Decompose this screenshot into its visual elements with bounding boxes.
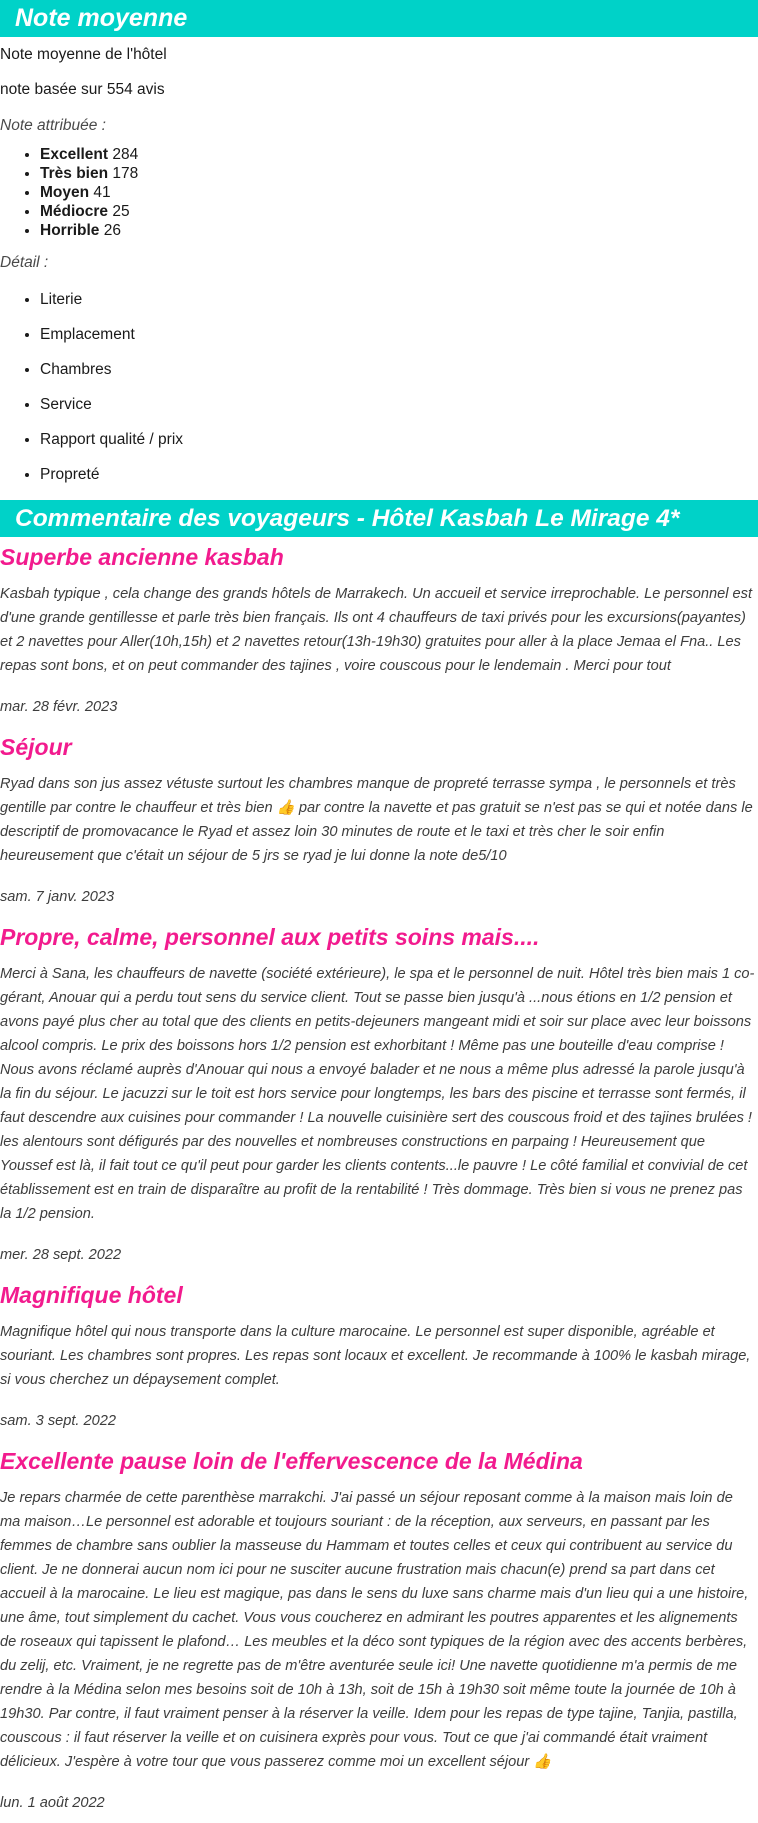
review-text: Je repars charmée de cette parenthèse marrakchi. J'ai passé un séjour reposant comme à la maison mais loin de ma maison…Le personnel est adorable et toujours souriant : de la réception, aux serveurs, en passant par les femmes de chambre sans oublier la masseuse du Hammam et toutes celles et ceux qui contribuent au service du client. Je ne donnerai aucun nom ici pour ne susciter aucune frustration mais chacun(e) prend sa part dans cet accueil à la marocaine. Le lieu est magique, pas dans le sens du luxe sans charme mais d'un lieu qui a une histoire, une âme, tout simplement du cachet. Vous vous coucherez en admirant les poutres apparentes et les alignements de roseaux qui tapissent le plafond… Les meubles et la déco sont typiques de la région avec des accents berbères, du zelij, etc. Vraiment, je ne regrette pas de m'être aventurée seule ici! Une navette quotidienne m'a permis de me rendre à la Médina selon mes besoins soit de 10h à 13h, soit de 15h à 19h30 soit même toute la journée de 10h à 19h30. Par contre, il faut vraiment penser à la réserver la veille. Idem pour les repas de type tajine, Tanjia, pastilla, couscous : il faut réserver la veille et on cuisinera exprès pour vous. Tout ce que j'ai commandé était vraiment délicieux. J'espère à votre tour que vous passerez comme moi un excellent séjour 👍 (0, 1490, 749, 1770)
detail-list (0, 282, 758, 492)
review-date: lun. 1 août 2022 (0, 1795, 105, 1811)
reviews-heading: Commentaire des voyageurs - Hôtel Kasbah Le Mirage 4* (0, 500, 758, 537)
review-title: Excellente pause loin de l'effervescence de la Médina (0, 1448, 583, 1474)
rating-label: Médiocre (40, 203, 109, 220)
rating-count: 178 (112, 165, 139, 182)
rating-item (40, 221, 758, 240)
rating-item (40, 202, 758, 221)
review-title: Propre, calme, personnel aux petits soins mais.... (0, 924, 540, 950)
review (0, 727, 758, 917)
review-count: note basée sur 554 avis (0, 81, 165, 98)
review (0, 1275, 758, 1441)
detail-item: • Propreté (40, 457, 758, 492)
review-date: sam. 7 janv. 2023 (0, 889, 115, 905)
review-text: Magnifique hôtel qui nous transporte dans la culture marocaine. Le personnel est super disponible, agréable et souriant. Les chambres sont propres. Les repas sont locaux et excellent. Je recommande à 100% le kasbah mirage, si vous cherchez un dépaysement complet. (0, 1324, 751, 1388)
review-text: Kasbah typique , cela change des grands hôtels de Marrakech. Un accueil et service irreprochable. Le personnel est d'une grande gentillesse et parle très bien français. Ils ont 4 chauffeurs de taxi privés pour les excursions(payantes) et 2 navettes pour Aller(10h,15h) et 2 navettes retour(13h-19h30) gratuites pour aller à la place Jemaa el Fna.. Les repas sont bons, et on peut commander des tajines , voire couscous pour le lendemain . Merci pour tout (0, 586, 753, 674)
review (0, 1441, 758, 1823)
average-rating-heading: Note moyenne (0, 0, 758, 37)
review-date: sam. 3 sept. 2022 (0, 1413, 117, 1429)
review-title: Séjour (0, 734, 72, 760)
detail-item: • Literie (40, 282, 758, 317)
review-date: mar. 28 févr. 2023 (0, 699, 118, 715)
review-text: Merci à Sana, les chauffeurs de navette (société extérieure), le spa et le personnel de nuit. Hôtel très bien mais 1 co-gérant, Anouar qui a perdu tout sens du service client. Tout se passe bien jusqu'à ...nous étions en 1/2 pension et avons payé plus cher au total que des clients en petits-dejeuners mangeant midi et soir sur place avec leur boissons alcool compris. Le prix des boissons hors 1/2 pension est exhorbitant ! Même pas une bouteille d'eau comprise ! Nous avons réclamé auprès d'Anouar qui nous a envoyé balader et ne nous a même plus adressé la parole jusqu'à la fin du séjour. Le jacuzzi sur le toit est hors service pour longtemps, les bars des piscine et terrasse sont fermés, il faut descendre aux cuisines pour commander ! La nouvelle cuisinière sert des couscous froid et des tajines brulées ! les alentours sont défigurés par des nouvelles et nombreuses constructions en parpaing ! Heureusement que Youssef est là, il fait tout ce qu'il peut pour garder les clients contents...le pauvre ! Le côté familial et convivial de cet établissement est en train de disparaître au profit de la rentabilité ! Très dommage. Très bien si vous ne prenez pas la 1/2 pension. (0, 966, 755, 1222)
review-text: Ryad dans son jus assez vétuste surtout les chambres manque de propreté terrasse sympa , le personnels et très gentille par contre le chauffeur et très bien 👍 par contre la navette et pas gratuit se n'est pas se qui et notée dans le descriptif de promovacance le Ryad et assez loin 30 minutes de route et le taxi et très cher le soir enfin heureusement que c'était un séjour de 5 jrs se ryad je lui donne la note de5/10 (0, 776, 753, 864)
rating-count: 284 (112, 146, 139, 163)
rating-label: Horrible (40, 222, 100, 239)
rating-item (40, 183, 758, 202)
rating-item (40, 145, 758, 164)
review-title: Superbe ancienne kasbah (0, 544, 284, 570)
detail-item: • Emplacement (40, 317, 758, 352)
ratings-list (0, 145, 758, 240)
review (0, 917, 758, 1275)
rating-label: Très bien (40, 165, 109, 182)
rating-count: 41 (93, 184, 111, 201)
rating-item (40, 164, 758, 183)
ratings-label: Note attribuée : (0, 117, 106, 134)
rating-label: Moyen (40, 184, 90, 201)
rating-count: 25 (112, 203, 130, 220)
rating-label: Excellent (40, 146, 109, 163)
review (0, 537, 758, 727)
review-title: Magnifique hôtel (0, 1282, 183, 1308)
rating-count: 26 (103, 222, 121, 239)
detail-item: • Chambres (40, 352, 758, 387)
detail-item: • Service (40, 387, 758, 422)
detail-item: • Rapport qualité / prix (40, 422, 758, 457)
detail-label: Détail : (0, 254, 49, 271)
average-rating-subtitle: Note moyenne de l'hôtel (0, 46, 167, 63)
review-date: mer. 28 sept. 2022 (0, 1247, 122, 1263)
